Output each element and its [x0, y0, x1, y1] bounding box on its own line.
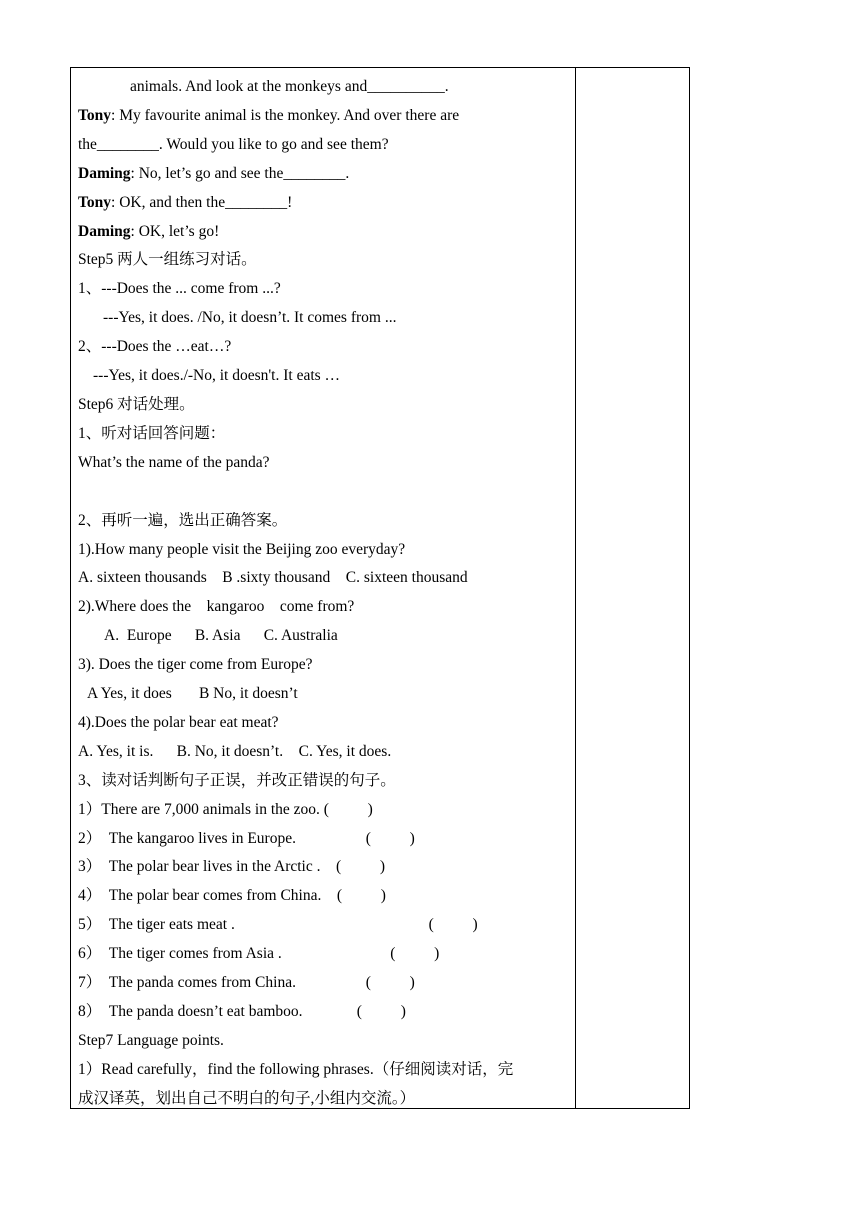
answer-options: A. Yes, it is. B. No, it doesn’t. C. Yes, it does.	[78, 742, 392, 760]
instruction-text: 1）Read carefully，find the following phrases.（仔细阅读对话，完	[78, 1060, 514, 1078]
answer-options: A Yes, it does B No, it doesn’t	[87, 685, 298, 703]
dialogue-text: : OK, and then the________!	[111, 193, 293, 211]
notes-cell	[576, 68, 689, 1108]
speaker-name: Daming	[78, 164, 131, 182]
dialogue-line: animals. And look at the monkeys and__________.	[130, 78, 449, 95]
answer-options: A. sixteen thousands B .sixty thousand C. sixteen thousand	[78, 569, 468, 587]
task-heading: 1、听对话回答问题：	[78, 424, 226, 442]
dialogue-text: : My favourite animal is the monkey. And over there are	[111, 106, 460, 124]
true-false-item: 5） The tiger eats meat . ( )	[78, 916, 478, 934]
true-false-item: 2） The kangaroo lives in Europe. ( )	[78, 829, 415, 847]
true-false-item: 3） The polar bear lives in the Arctic . ( )	[78, 858, 386, 876]
task-heading: 2、再听一遍，选出正确答案。	[78, 511, 288, 529]
speaker-name: Tony	[78, 193, 112, 211]
question-text: 2).Where does the kangaroo come from?	[78, 598, 355, 616]
dialogue-line	[78, 189, 570, 218]
pattern-answer: ---Yes, it does./-No, it doesn't. It eats …	[93, 367, 341, 385]
true-false-item: 4） The polar bear comes from China. ( )	[78, 887, 386, 905]
question-text: What’s the name of the panda?	[78, 453, 270, 471]
true-false-item: 8） The panda doesn’t eat bamboo. ( )	[78, 1003, 406, 1020]
speaker-name: Tony	[78, 106, 112, 124]
dialogue-line	[78, 218, 570, 247]
question-text: 1).How many people visit the Beijing zoo everyday?	[78, 540, 406, 558]
dialogue-text: : OK, let’s go!	[130, 222, 220, 240]
dialogue-line	[78, 102, 570, 131]
dialogue-line	[78, 160, 570, 189]
question-text: 4).Does the polar bear eat meat?	[78, 713, 279, 731]
answer-options: A. Europe B. Asia C. Australia	[104, 627, 338, 645]
step-heading: Step5 两人一组练习对话。	[78, 251, 257, 269]
true-false-item: 1）There are 7,000 animals in the zoo. ( )	[78, 800, 373, 818]
true-false-item: 7） The panda comes from China. ( )	[78, 974, 415, 992]
true-false-item: 6） The tiger comes from Asia . ( )	[78, 945, 440, 963]
instruction-text: 成汉译英，划出自己不明白的句子,小组内交流。）	[78, 1089, 416, 1107]
worksheet-table	[70, 67, 690, 1109]
dialogue-line: the________. Would you like to go and see them?	[78, 135, 389, 153]
pattern-answer: ---Yes, it does. /No, it doesn’t. It comes from ...	[103, 309, 397, 327]
step-heading: Step7 Language points.	[78, 1031, 224, 1049]
pattern-question: 1、---Does the ... come from ...?	[78, 280, 281, 298]
pattern-question: 2、---Does the …eat…?	[78, 338, 232, 356]
speaker-name: Daming	[78, 222, 131, 240]
blank-line	[78, 478, 570, 507]
question-text: 3). Does the tiger come from Europe?	[78, 656, 313, 674]
dialogue-text: : No, let’s go and see the________.	[130, 164, 350, 182]
task-heading: 3、读对话判断句子正误，并改正错误的句子。	[78, 771, 396, 789]
step-heading: Step6 对话处理。	[78, 395, 195, 413]
lesson-content-cell	[78, 73, 570, 1114]
